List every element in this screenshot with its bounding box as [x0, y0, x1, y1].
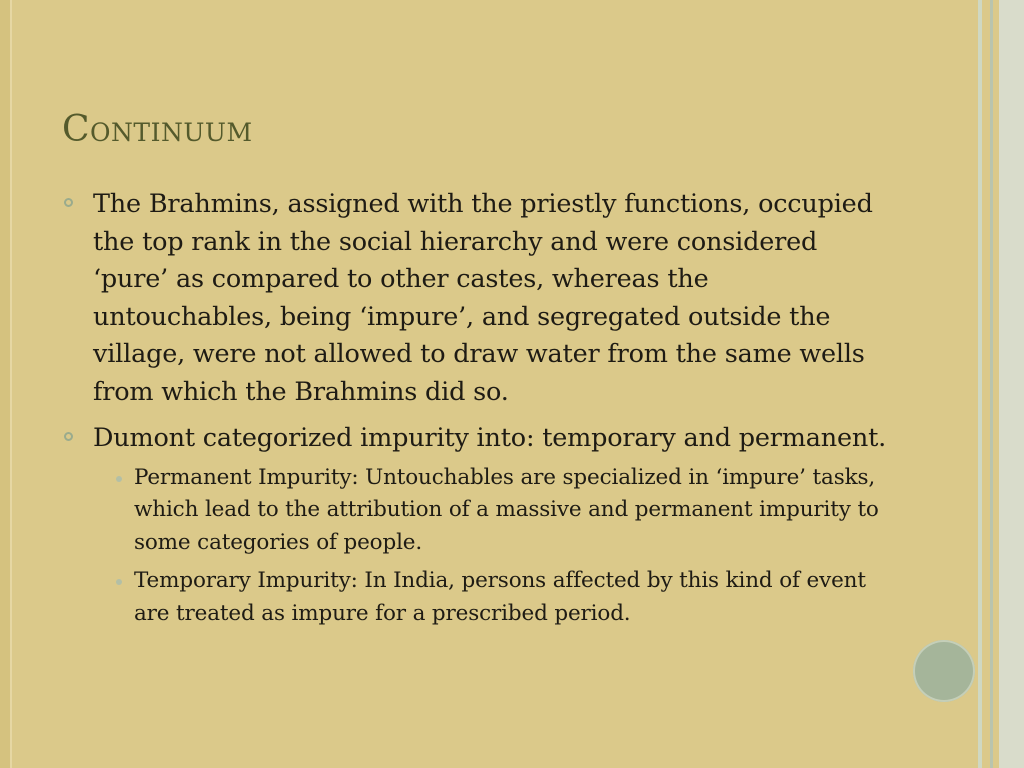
- sub-bullet-item: [93, 565, 892, 630]
- right-stripe: [982, 0, 990, 768]
- left-border-line: [10, 0, 12, 768]
- bullet-text: The Brahmins, assigned with the priestly functions, occupied the top rank in the social hierarchy and were considered ‘pure’ as compared to other castes, whereas the untouchables, being ‘impure’, and segregated outside the village, were not allowed to draw water from the same wells from which the Brahmins did so.: [93, 189, 873, 407]
- dot-bullet-icon: [116, 476, 122, 482]
- dot-bullet-icon: [116, 579, 122, 585]
- circle-bullet-icon: [64, 198, 73, 207]
- sub-bullet-item: [93, 462, 892, 560]
- circle-bullet-icon: [64, 432, 73, 441]
- right-stripe: [999, 0, 1024, 768]
- sub-bullet-list: [93, 462, 892, 631]
- bullet-item: [62, 186, 892, 411]
- bullet-item: [62, 420, 892, 630]
- decorative-circle: [913, 640, 975, 702]
- sub-bullet-text: Permanent Impurity: Untouchables are specialized in ‘impure’ tasks, which lead to the attribution of a massive and permanent impurity to some categories of people.: [134, 464, 879, 555]
- sub-bullet-text: Temporary Impurity: In India, persons affected by this kind of event are treated as impure for a prescribed period.: [134, 568, 866, 626]
- bullet-text: Dumont categorized impurity into: temporary and permanent.: [93, 423, 887, 453]
- slide-title: Continuum: [62, 109, 253, 150]
- left-border: [0, 0, 10, 768]
- slide-content: [62, 186, 892, 639]
